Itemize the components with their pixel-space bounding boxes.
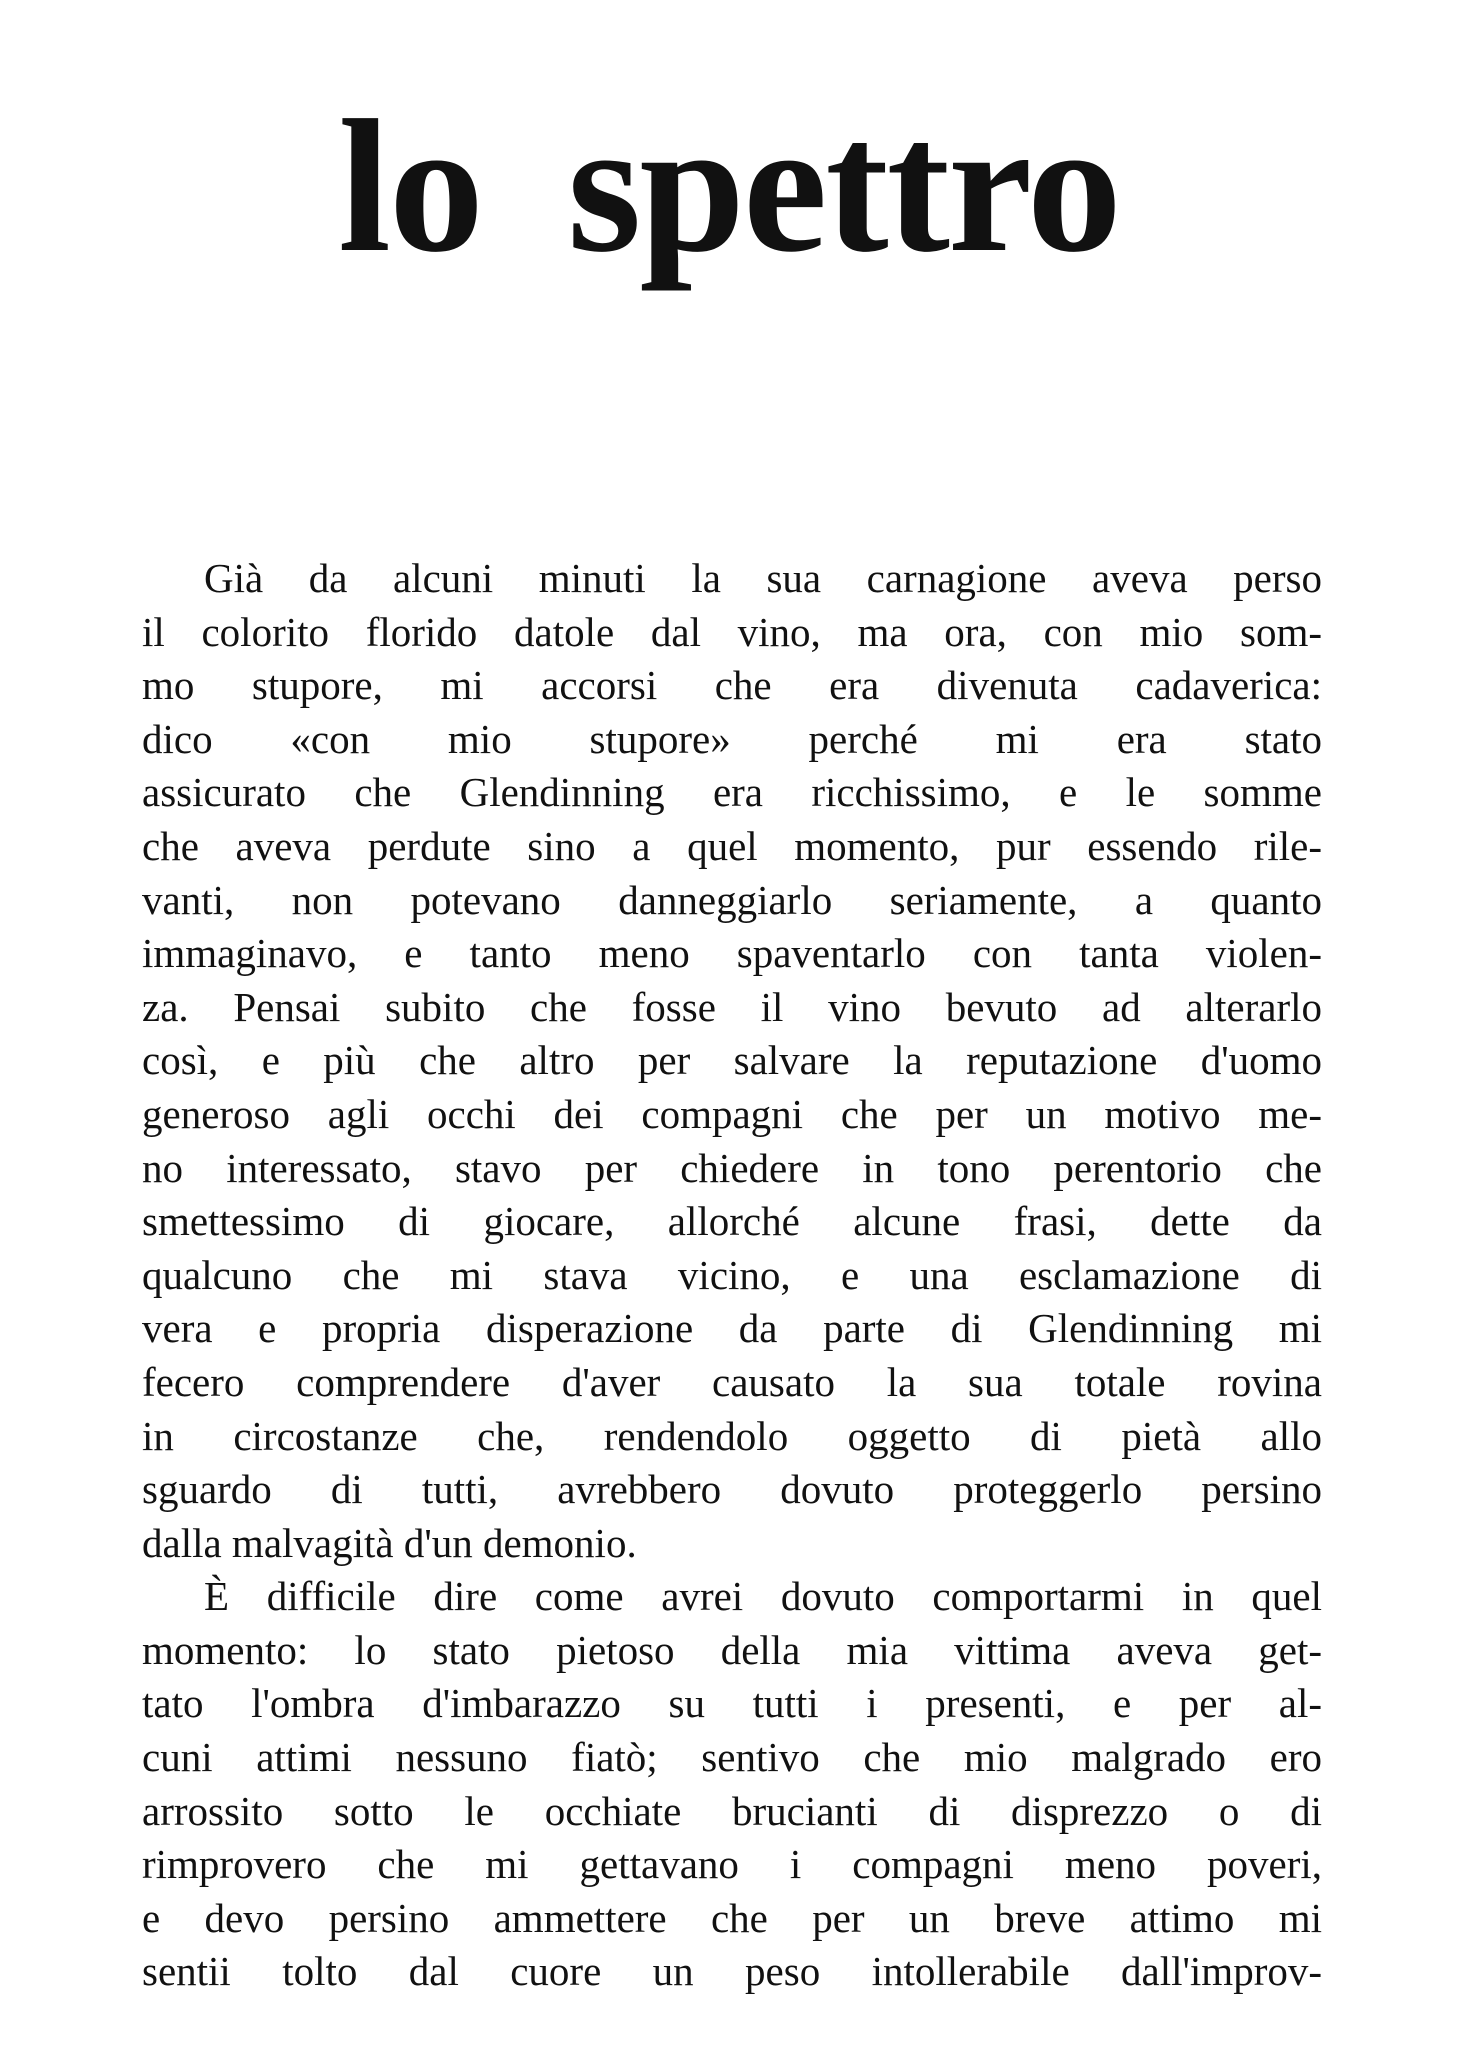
text-line: sentii tolto dal cuore un peso intollerabile dall'improv- bbox=[142, 1948, 1322, 1995]
text-line: arrossito sotto le occhiate brucianti di disprezzo o di bbox=[142, 1787, 1322, 1834]
text-line: in circostanze che, rendendolo oggetto di pietà allo bbox=[142, 1412, 1322, 1459]
text-line: rimprovero che mi gettavano i compagni meno poveri, bbox=[142, 1841, 1322, 1888]
text-line: no interessato, stavo per chiedere in tono perentorio che bbox=[142, 1144, 1322, 1191]
text-line: È difficile dire come avrei dovuto comportarmi in quel bbox=[204, 1573, 1322, 1620]
text-line: Già da alcuni minuti la sua carnagione aveva perso bbox=[204, 555, 1322, 601]
text-line: il colorito florido datole dal vino, ma ora, con mio som- bbox=[142, 608, 1322, 655]
text-line: qualcuno che mi stava vicino, e una esclamazione di bbox=[142, 1251, 1322, 1298]
paragraph-2 bbox=[142, 1570, 1322, 1999]
paragraph-1 bbox=[142, 552, 1322, 1570]
text-line: momento: lo stato pietoso della mia vittima aveva get- bbox=[142, 1626, 1322, 1673]
text-line: fecero comprendere d'aver causato la sua totale rovina bbox=[142, 1358, 1322, 1405]
body-text bbox=[142, 552, 1322, 1999]
text-line: generoso agli occhi dei compagni che per un motivo me- bbox=[142, 1090, 1322, 1137]
text-line: che aveva perdute sino a quel momento, pur essendo rile- bbox=[142, 822, 1322, 869]
text-line: cuni attimi nessuno fiatò; sentivo che mio malgrado ero bbox=[142, 1734, 1322, 1781]
text-line: smettessimo di giocare, allorché alcune frasi, dette da bbox=[142, 1198, 1322, 1245]
text-line: immaginavo, e tanto meno spaventarlo con tanta violen- bbox=[142, 930, 1322, 977]
text-line: dalla malvagità d'un demonio. bbox=[142, 1519, 637, 1566]
chapter-title: lo spettro bbox=[338, 82, 1120, 292]
text-line: sguardo di tutti, avrebbero dovuto proteggerlo persino bbox=[142, 1466, 1322, 1513]
text-line: mo stupore, mi accorsi che era divenuta cadaverica: bbox=[142, 662, 1322, 709]
text-line: za. Pensai subito che fosse il vino bevuto ad alterarlo bbox=[142, 983, 1322, 1030]
text-line: vera e propria disperazione da parte di Glendinning mi bbox=[142, 1305, 1322, 1352]
text-line: assicurato che Glendinning era ricchissimo, e le somme bbox=[142, 769, 1322, 816]
text-line: dico «con mio stupore» perché mi era stato bbox=[142, 715, 1322, 762]
text-line: e devo persino ammettere che per un breve attimo mi bbox=[142, 1894, 1322, 1941]
text-line: vanti, non potevano danneggiarlo seriamente, a quanto bbox=[142, 876, 1322, 923]
text-line: così, e più che altro per salvare la reputazione d'uomo bbox=[142, 1037, 1322, 1084]
text-line: tato l'ombra d'imbarazzo su tutti i presenti, e per al- bbox=[142, 1680, 1322, 1727]
